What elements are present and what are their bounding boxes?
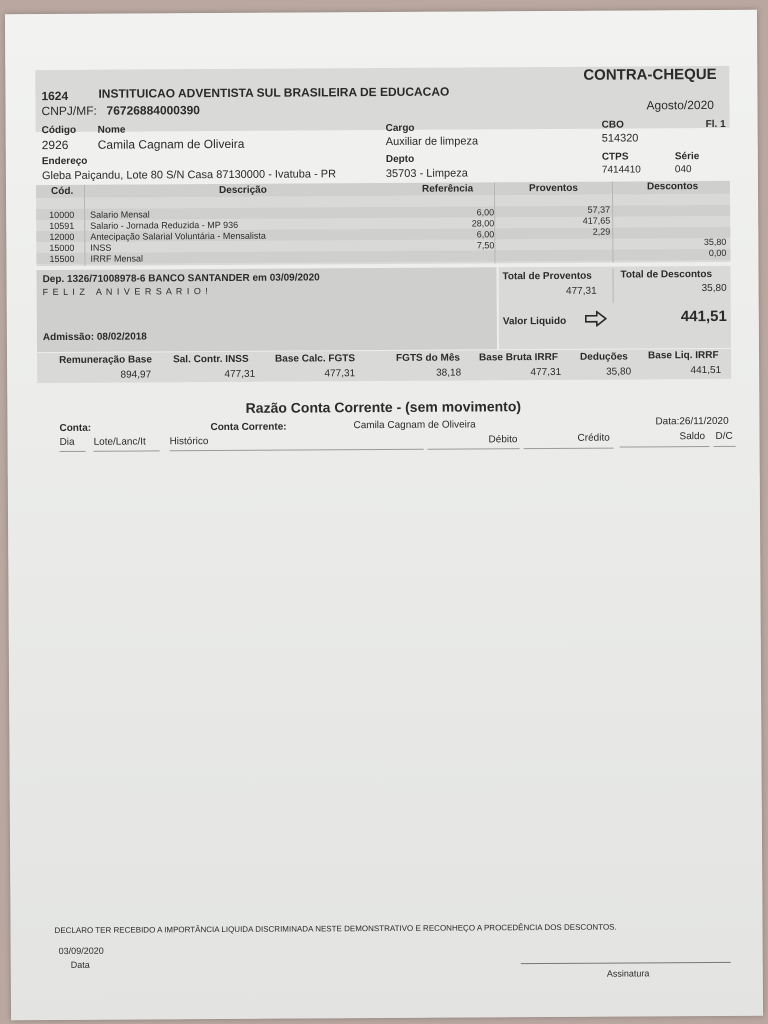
col-saldo: Saldo [679,431,706,443]
cell-descricao: Salario Mensal [90,209,150,220]
cell-descricao: IRRF Mensal [90,253,143,264]
depto-label: Depto [385,153,415,165]
total-proventos-value: 477,31 [566,285,597,297]
cell-proventos: 57,37 [587,204,611,215]
ctps-value: 7414410 [601,164,641,176]
page-number: Fl. 1 [705,118,726,131]
col-underline [60,451,86,452]
nome-label: Nome [97,124,126,136]
th-referencia: Referência [421,183,474,195]
base-header: Base Bruta IRRF [479,351,558,364]
cell-cod: 15000 [49,242,75,254]
arrow-right-icon [585,311,607,327]
footer-date: 03/09/2020 [58,945,104,956]
base-header: Remuneração Base [59,354,152,366]
cargo-value: Auxiliar de limpeza [385,135,479,148]
deposit-line: Dep. 1326/71008978-6 BANCO SANTANDER em 03/09/2020 [42,272,320,286]
cargo-label: Cargo [385,122,415,134]
cbo-label: CBO [601,119,624,131]
payslip-paper [5,10,763,1021]
cell-descontos: 35,80 [703,236,727,248]
base-header: Base Liq. IRRF [647,349,719,362]
period: Agosto/2020 [646,97,714,113]
depto-value: 35703 - Limpeza [385,167,468,180]
cell-cod: 10000 [49,209,75,221]
codigo-value: 2926 [41,137,69,153]
cnpj-value: 76726884000390 [106,103,201,118]
divider [612,269,613,303]
th-descontos: Descontos [646,181,699,193]
cell-descontos: 0,00 [708,247,727,259]
total-descontos-value: 35,80 [701,282,727,295]
conta-corrente-nome: Camila Cagnam de Oliveira [353,419,476,432]
total-descontos-label: Total de Descontos [620,268,713,281]
cell-referencia: 7,50 [476,240,495,251]
codigo-label: Código [41,124,77,137]
col-dia: Dia [59,436,75,448]
company-code: 1624 [41,88,69,104]
col-dc: D/C [715,430,733,442]
conta-label: Conta: [59,422,92,434]
signature-line [521,962,731,964]
base-value: 894,97 [120,369,152,381]
total-proventos-label: Total de Proventos [502,270,592,283]
endereco-label: Endereço [41,155,88,168]
col-underline [524,448,614,450]
base-value: 477,31 [530,366,562,379]
endereco-value: Gleba Paiçandu, Lote 80 S/N Casa 87130000 - Ivatuba - PR [41,168,337,183]
cell-referencia: 6,00 [476,207,495,218]
cell-descricao: Antecipação Salarial Voluntária - Mensalista [90,230,266,242]
admissao: Admissão: 08/02/2018 [42,331,147,344]
serie-label: Série [674,151,700,163]
serie-value: 040 [674,164,692,176]
base-value: 35,80 [606,366,632,378]
cell-cod: 15500 [49,253,75,265]
base-value: 477,31 [324,368,356,380]
col-historico: Histórico [169,436,209,448]
cell-proventos: 2,29 [592,226,611,237]
company-name: INSTITUICAO ADVENTISTA SUL BRASILEIRA DE EDUCACAO [98,84,450,101]
birthday-message: F E L I Z A N I V E R S A R I O ! [42,286,209,298]
th-descricao: Descrição [218,184,267,197]
th-cod: Cód. [50,185,74,198]
razao-date: Data:26/11/2020 [655,415,729,428]
declaration: DECLARO TER RECEBIDO A IMPORTÂNCIA LIQUIDA DISCRIMINADA NESTE DEMONSTRATIVO E RECONHEÇO A PROCEDÊNCIA DOS DESCONTOS. [54,922,617,936]
col-underline [428,448,520,450]
base-header: Deduções [580,351,628,363]
base-value: 441,51 [690,364,722,377]
col-credito: Crédito [577,432,610,444]
col-lote: Lote/Lanc/It [93,436,146,448]
cell-cod: 10591 [49,220,75,232]
cell-descricao: Salario - Jornada Reduzida - MP 936 [90,219,239,231]
col-underline [94,450,160,451]
cell-cod: 12000 [49,231,75,243]
cell-descricao: INSS [90,242,112,253]
col-underline [620,446,710,448]
col-debito: Débito [488,434,518,446]
base-value: 477,31 [224,368,256,380]
razao-title: Razão Conta Corrente - (sem movimento) [245,398,522,416]
col-underline [714,446,736,447]
cnpj-label: CNPJ/MF: [41,103,97,119]
ctps-label: CTPS [601,151,629,163]
assinatura-label: Assinatura [606,968,650,979]
data-label: Data [70,959,90,970]
cell-referencia: 6,00 [476,229,495,240]
valor-liquido-value: 441,51 [680,307,727,326]
th-proventos: Proventos [528,182,578,195]
base-header: Base Calc. FGTS [275,353,356,365]
nome-value: Camila Cagnam de Oliveira [97,136,245,152]
base-header: Sal. Contr. INSS [173,353,249,366]
base-value: 38,18 [436,367,462,379]
valor-liquido-label: Valor Liquido [502,315,567,328]
cell-proventos: 417,65 [582,215,611,226]
cell-referencia: 28,00 [471,218,495,229]
cbo-value: 514320 [601,132,639,145]
conta-corrente-label: Conta Corrente: [210,421,287,434]
col-underline [170,449,424,452]
doc-title: CONTRA-CHEQUE [583,65,717,84]
base-header: FGTS do Mês [396,352,460,364]
